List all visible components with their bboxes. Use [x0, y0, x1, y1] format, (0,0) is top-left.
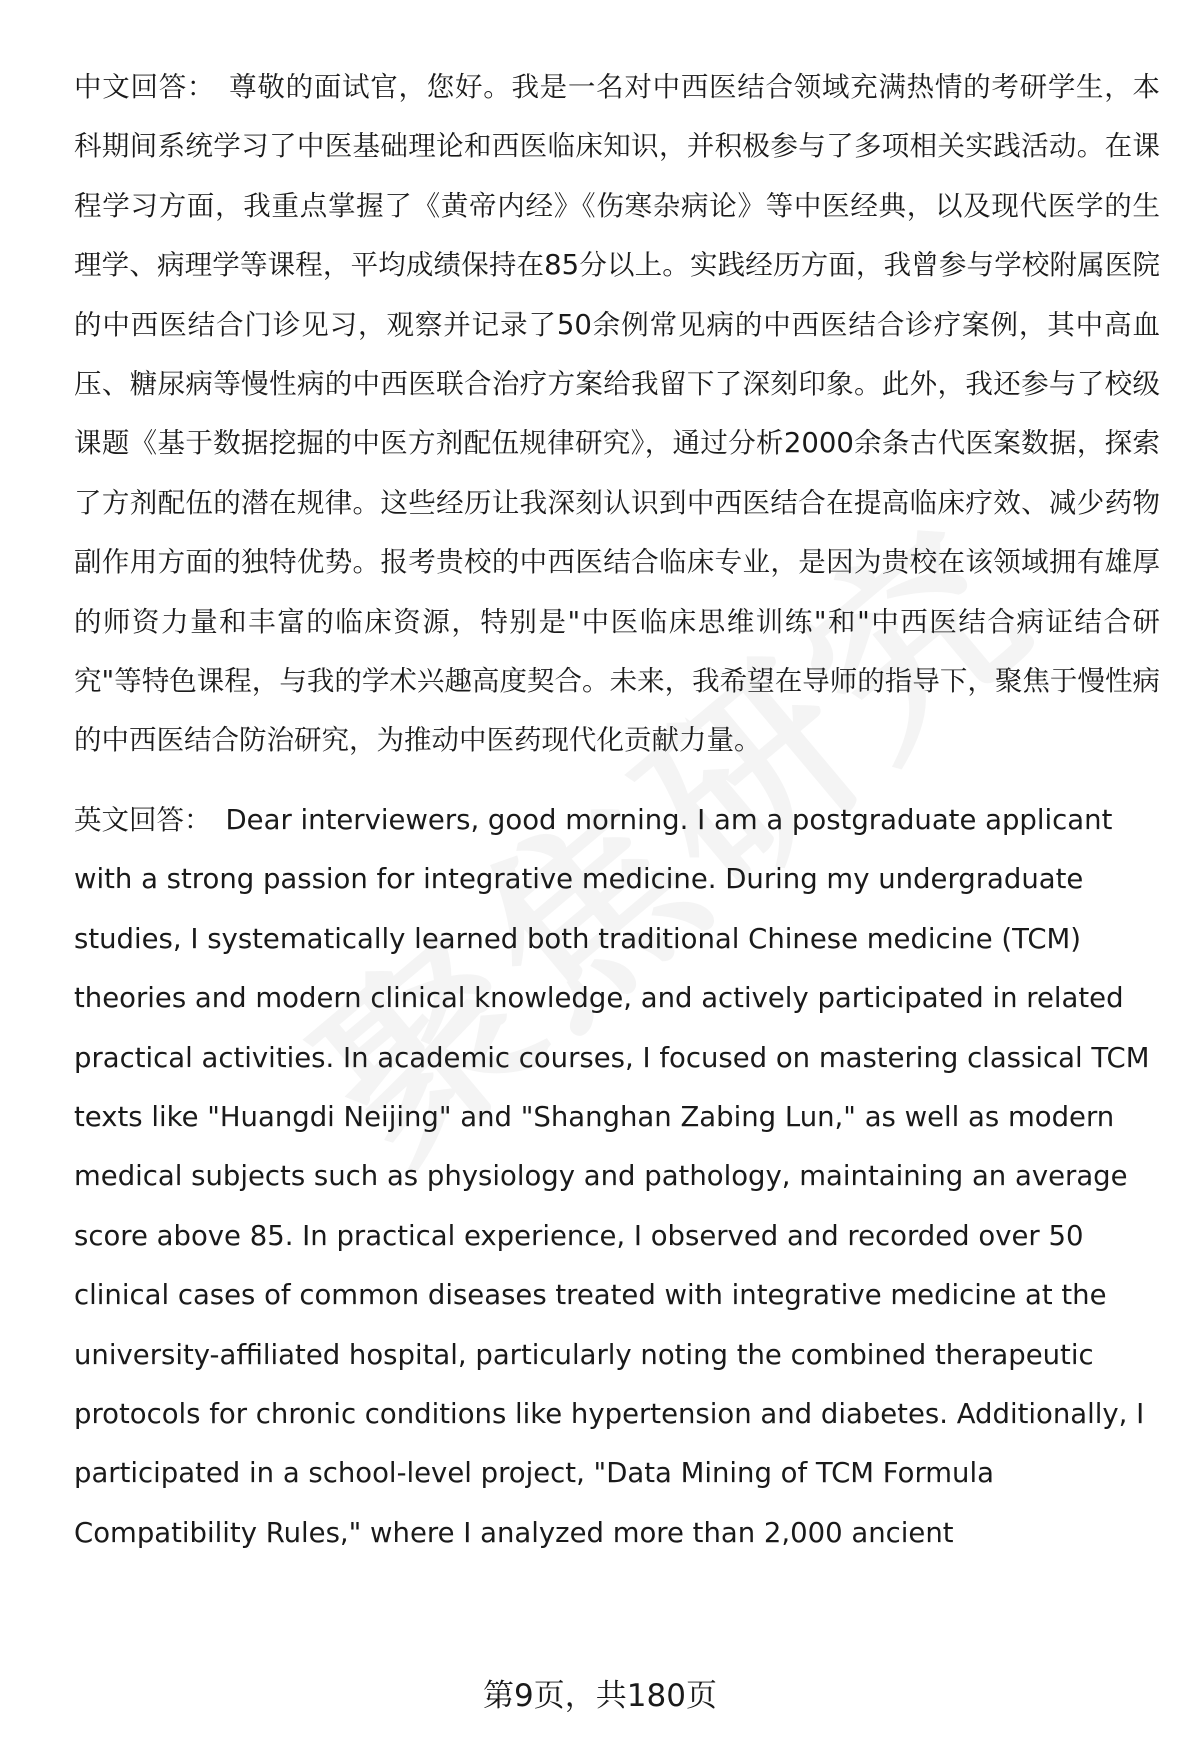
english-answer-label: 英文回答：: [74, 803, 212, 836]
chinese-answer-text: 尊敬的面试官，您好。我是一名对中西医结合领域充满热情的考研学生，本科期间系统学习了中医基础理论和西医临床知识，并积极参与了多项相关实践活动。在课程学习方面，我重点掌握了《黄帝内经》《伤寒杂病论》等中医经典，以及现代医学的生理学、病理学等课程，平均成绩保持在85分以上。实践经历方面，我曾参与学校附属医院的中西医结合门诊见习，观察并记录了50余例常见病的中西医结合诊疗案例，其中高血压、糖尿病等慢性病的中西医联合治疗方案给我留下了深刻印象。此外，我还参与了校级课题《基于数据挖掘的中医方剂配伍规律研究》，通过分析2000余条古代医案数据，探索了方剂配伍的潜在规律。这些经历让我深刻认识到中西医结合在提高临床疗效、减少药物副作用方面的独特优势。报考贵校的中西医结合临床专业，是因为贵校在该领域拥有雄厚的师资力量和丰富的临床资源，特别是"中医临床思维训练"和"中西医结合病证结合研究"等特色课程，与我的学术兴趣高度契合。未来，我希望在导师的指导下，聚焦于慢性病的中西医结合防治研究，为推动中医药现代化贡献力量。: [74, 71, 1161, 757]
document-body: [74, 58, 1160, 1563]
english-answer-paragraph: [74, 791, 1160, 1563]
english-answer-text: Dear interviewers, good morning. I am a postgraduate applicant with a strong passion for integrative medicine. During my undergraduate studies, I systematically learned both traditional Chinese medicine (TCM) theories and modern clinical knowledge, and actively participated in related practical activities. In academic courses, I focused on mastering classical TCM texts like "Huangdi Neijing" and "Shanghan Zabing Lun," as well as modern medical subjects such as physiology and pathology, maintaining an average score above 85. In practical experience, I observed and recorded over 50 clinical cases of common diseases treated with integrative medicine at the university-affiliated hospital, particularly noting the combined therapeutic protocols for chronic conditions like hypertension and diabetes. Additionally, I participated in a school-level project, "Data Mining of TCM Formula Compatibility Rules," where I analyzed more than 2,000 ancient: [74, 803, 1150, 1549]
chinese-answer-label: 中文回答：: [74, 71, 216, 103]
chinese-answer-paragraph: [74, 58, 1160, 771]
page-number-footer: 第9页，共180页: [483, 1678, 717, 1714]
